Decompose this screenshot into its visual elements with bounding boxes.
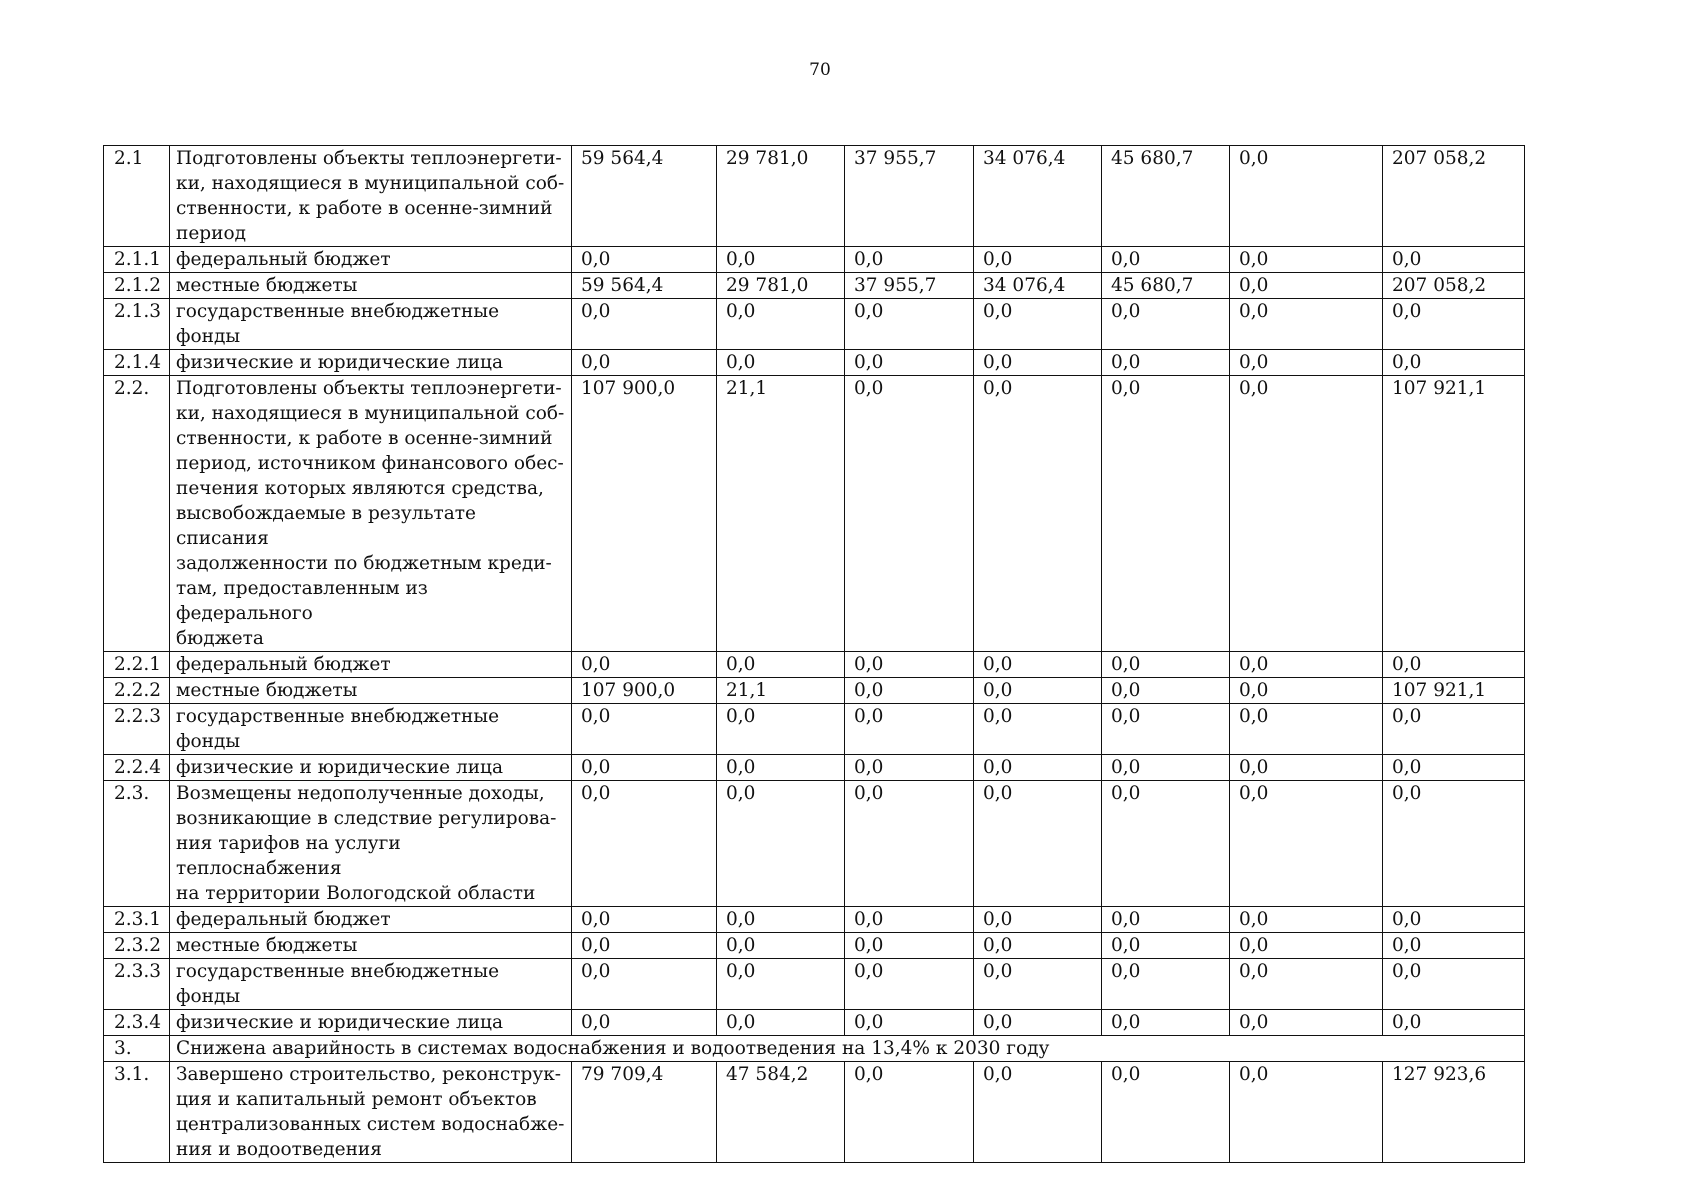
value-cell: 0,0 xyxy=(974,1010,1102,1036)
value-cell: 0,0 xyxy=(1230,652,1383,678)
value-cell: 0,0 xyxy=(572,755,717,781)
value-cell: 0,0 xyxy=(1383,247,1525,273)
row-code: 2.2. xyxy=(104,376,170,652)
value-cell: 0,0 xyxy=(1102,933,1230,959)
value-cell: 0,0 xyxy=(717,959,845,1010)
value-cell: 0,0 xyxy=(1230,299,1383,350)
value-cell: 0,0 xyxy=(845,933,974,959)
value-cell: 47 584,2 xyxy=(717,1062,845,1163)
row-name: физические и юридические лица xyxy=(170,1010,572,1036)
value-cell: 107 900,0 xyxy=(572,678,717,704)
value-cell: 0,0 xyxy=(845,247,974,273)
value-cell: 0,0 xyxy=(845,959,974,1010)
value-cell: 0,0 xyxy=(1102,1062,1230,1163)
value-cell: 0,0 xyxy=(572,704,717,755)
value-cell: 0,0 xyxy=(845,376,974,652)
value-cell: 0,0 xyxy=(974,755,1102,781)
value-cell: 0,0 xyxy=(1102,652,1230,678)
value-cell: 0,0 xyxy=(1102,247,1230,273)
row-code: 3.1. xyxy=(104,1062,170,1163)
value-cell: 59 564,4 xyxy=(572,146,717,247)
value-cell: 0,0 xyxy=(974,299,1102,350)
value-cell: 0,0 xyxy=(572,959,717,1010)
value-cell: 0,0 xyxy=(717,933,845,959)
value-cell: 0,0 xyxy=(1230,376,1383,652)
value-cell: 0,0 xyxy=(845,652,974,678)
row-code: 2.1.3 xyxy=(104,299,170,350)
value-cell: 0,0 xyxy=(1230,755,1383,781)
value-cell: 21,1 xyxy=(717,376,845,652)
value-cell: 107 921,1 xyxy=(1383,678,1525,704)
table-row xyxy=(104,959,1525,1010)
value-cell: 0,0 xyxy=(1230,273,1383,299)
value-cell: 34 076,4 xyxy=(974,273,1102,299)
value-cell: 0,0 xyxy=(1230,146,1383,247)
table-row xyxy=(104,1010,1525,1036)
value-cell: 0,0 xyxy=(1230,1062,1383,1163)
table-row xyxy=(104,146,1525,247)
table-row xyxy=(104,781,1525,907)
row-code: 2.1.1 xyxy=(104,247,170,273)
value-cell: 0,0 xyxy=(572,299,717,350)
table-row xyxy=(104,907,1525,933)
value-cell: 0,0 xyxy=(572,652,717,678)
value-cell: 207 058,2 xyxy=(1383,146,1525,247)
value-cell: 0,0 xyxy=(1230,907,1383,933)
row-name: Завершено строительство, реконструк- ция и капитальный ремонт объектов централизованных систем водоснабже- ния и водоотведения xyxy=(170,1062,572,1163)
value-cell: 0,0 xyxy=(717,350,845,376)
row-code: 2.2.3 xyxy=(104,704,170,755)
row-name: федеральный бюджет xyxy=(170,247,572,273)
value-cell: 0,0 xyxy=(1102,907,1230,933)
value-cell: 107 900,0 xyxy=(572,376,717,652)
table-row xyxy=(104,247,1525,273)
row-name: федеральный бюджет xyxy=(170,907,572,933)
row-code: 2.3. xyxy=(104,781,170,907)
table-row xyxy=(104,1062,1525,1163)
row-code: 2.1 xyxy=(104,146,170,247)
value-cell: 0,0 xyxy=(572,933,717,959)
value-cell: 0,0 xyxy=(974,376,1102,652)
value-cell: 0,0 xyxy=(1383,907,1525,933)
value-cell: 0,0 xyxy=(1383,933,1525,959)
value-cell: 0,0 xyxy=(717,652,845,678)
table-row xyxy=(104,678,1525,704)
row-name: местные бюджеты xyxy=(170,933,572,959)
value-cell: 0,0 xyxy=(845,907,974,933)
value-cell: 0,0 xyxy=(1383,959,1525,1010)
table-row xyxy=(104,376,1525,652)
row-name: физические и юридические лица xyxy=(170,755,572,781)
value-cell: 37 955,7 xyxy=(845,273,974,299)
value-cell: 0,0 xyxy=(1102,350,1230,376)
table-row xyxy=(104,1036,1525,1062)
value-cell: 0,0 xyxy=(1102,755,1230,781)
row-name: физические и юридические лица xyxy=(170,350,572,376)
value-cell: 0,0 xyxy=(1102,376,1230,652)
value-cell: 0,0 xyxy=(1383,350,1525,376)
value-cell: 0,0 xyxy=(974,247,1102,273)
value-cell: 0,0 xyxy=(974,781,1102,907)
value-cell: 0,0 xyxy=(1230,933,1383,959)
row-name: государственные внебюджетные фонды xyxy=(170,704,572,755)
row-code: 3. xyxy=(104,1036,170,1062)
row-code: 2.3.2 xyxy=(104,933,170,959)
value-cell: 59 564,4 xyxy=(572,273,717,299)
value-cell: 37 955,7 xyxy=(845,146,974,247)
table-row xyxy=(104,704,1525,755)
value-cell: 0,0 xyxy=(974,704,1102,755)
value-cell: 0,0 xyxy=(1230,350,1383,376)
row-name: Подготовлены объекты теплоэнергети- ки, находящиеся в муниципальной соб- ственности, к работе в осенне-зимний период, источником финансового обес- печения которых являются средства, высвобождаемые в результате списания задолженности по бюджетным креди- там, предоставленным из федерального бюджета xyxy=(170,376,572,652)
row-code: 2.3.3 xyxy=(104,959,170,1010)
value-cell: 0,0 xyxy=(1230,781,1383,907)
value-cell: 0,0 xyxy=(845,755,974,781)
value-cell: 29 781,0 xyxy=(717,146,845,247)
row-code: 2.1.4 xyxy=(104,350,170,376)
value-cell: 34 076,4 xyxy=(974,146,1102,247)
value-cell: 0,0 xyxy=(572,247,717,273)
value-cell: 207 058,2 xyxy=(1383,273,1525,299)
value-cell: 0,0 xyxy=(974,907,1102,933)
value-cell: 0,0 xyxy=(1102,704,1230,755)
value-cell: 0,0 xyxy=(717,704,845,755)
row-name: местные бюджеты xyxy=(170,273,572,299)
value-cell: 45 680,7 xyxy=(1102,146,1230,247)
value-cell: 0,0 xyxy=(845,678,974,704)
value-cell: 0,0 xyxy=(1230,959,1383,1010)
value-cell: 21,1 xyxy=(717,678,845,704)
value-cell: 0,0 xyxy=(1383,781,1525,907)
value-cell: 0,0 xyxy=(717,781,845,907)
value-cell: 0,0 xyxy=(1230,247,1383,273)
value-cell: 0,0 xyxy=(717,907,845,933)
table-row xyxy=(104,273,1525,299)
value-cell: 0,0 xyxy=(1383,755,1525,781)
value-cell: 0,0 xyxy=(717,755,845,781)
row-name: государственные внебюджетные фонды xyxy=(170,299,572,350)
value-cell: 0,0 xyxy=(974,1062,1102,1163)
value-cell: 107 921,1 xyxy=(1383,376,1525,652)
value-cell: 0,0 xyxy=(717,299,845,350)
value-cell: 0,0 xyxy=(845,299,974,350)
budget-table xyxy=(103,145,1525,1163)
row-code: 2.1.2 xyxy=(104,273,170,299)
value-cell: 0,0 xyxy=(1102,959,1230,1010)
table-row xyxy=(104,350,1525,376)
value-cell: 0,0 xyxy=(1230,678,1383,704)
value-cell: 0,0 xyxy=(845,350,974,376)
value-cell: 0,0 xyxy=(1102,299,1230,350)
row-name: федеральный бюджет xyxy=(170,652,572,678)
value-cell: 0,0 xyxy=(572,350,717,376)
table-row xyxy=(104,755,1525,781)
value-cell: 0,0 xyxy=(1102,781,1230,907)
value-cell: 0,0 xyxy=(974,350,1102,376)
value-cell: 0,0 xyxy=(845,704,974,755)
value-cell: 0,0 xyxy=(1230,704,1383,755)
value-cell: 0,0 xyxy=(572,1010,717,1036)
value-cell: 0,0 xyxy=(974,652,1102,678)
value-cell: 0,0 xyxy=(1102,678,1230,704)
row-code: 2.3.4 xyxy=(104,1010,170,1036)
row-name: Подготовлены объекты теплоэнергети- ки, находящиеся в муниципальной соб- ственности, к работе в осенне-зимний период xyxy=(170,146,572,247)
row-code: 2.2.1 xyxy=(104,652,170,678)
row-code: 2.3.1 xyxy=(104,907,170,933)
value-cell: 79 709,4 xyxy=(572,1062,717,1163)
value-cell: 0,0 xyxy=(1383,299,1525,350)
row-name: государственные внебюджетные фонды xyxy=(170,959,572,1010)
value-cell: 0,0 xyxy=(717,1010,845,1036)
value-cell: 0,0 xyxy=(717,247,845,273)
value-cell: 29 781,0 xyxy=(717,273,845,299)
value-cell: 0,0 xyxy=(974,933,1102,959)
value-cell: 0,0 xyxy=(572,781,717,907)
row-code: 2.2.2 xyxy=(104,678,170,704)
value-cell: 0,0 xyxy=(845,1062,974,1163)
table-body xyxy=(104,146,1525,1163)
value-cell: 0,0 xyxy=(974,959,1102,1010)
table-row xyxy=(104,652,1525,678)
table-row xyxy=(104,933,1525,959)
value-cell: 0,0 xyxy=(1383,704,1525,755)
value-cell: 45 680,7 xyxy=(1102,273,1230,299)
value-cell: 0,0 xyxy=(1383,1010,1525,1036)
table-row xyxy=(104,299,1525,350)
section-heading: Снижена аварийность в системах водоснабжения и водоотведения на 13,4% к 2030 году xyxy=(170,1036,1525,1062)
page-number: 70 xyxy=(809,60,831,80)
value-cell: 0,0 xyxy=(974,678,1102,704)
value-cell: 0,0 xyxy=(1102,1010,1230,1036)
value-cell: 0,0 xyxy=(845,1010,974,1036)
value-cell: 127 923,6 xyxy=(1383,1062,1525,1163)
row-name: Возмещены недополученные доходы, возникающие в следствие регулирова- ния тарифов на услуги теплоснабжения на территории Вологодской области xyxy=(170,781,572,907)
value-cell: 0,0 xyxy=(1383,652,1525,678)
value-cell: 0,0 xyxy=(845,781,974,907)
value-cell: 0,0 xyxy=(1230,1010,1383,1036)
value-cell: 0,0 xyxy=(572,907,717,933)
row-name: местные бюджеты xyxy=(170,678,572,704)
row-code: 2.2.4 xyxy=(104,755,170,781)
